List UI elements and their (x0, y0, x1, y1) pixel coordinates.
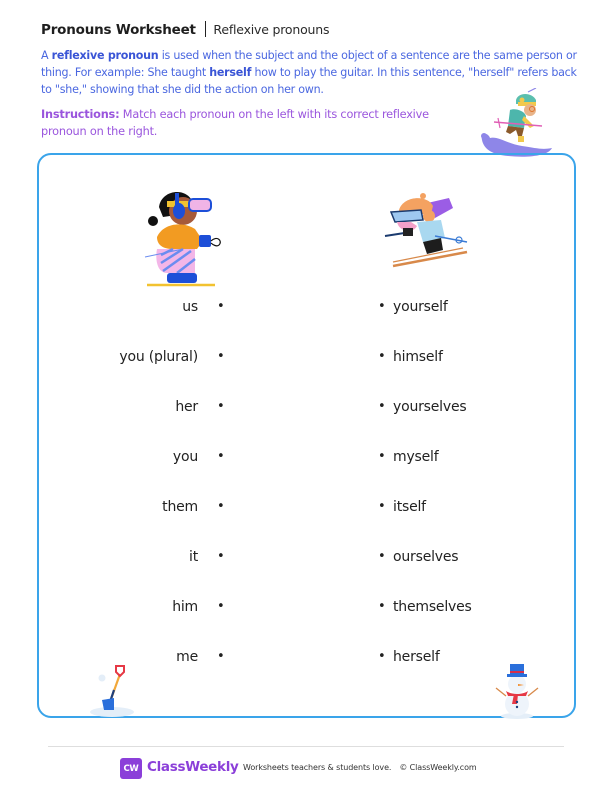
match-row (0, 599, 612, 619)
instructions-text: Match each pronoun on the left with its correct reflexive pronoun on the right. (41, 108, 429, 138)
left-pronoun: it (189, 549, 198, 565)
right-reflexive-pronoun: herself (393, 649, 440, 665)
right-reflexive-pronoun: yourself (393, 299, 448, 315)
footer-tagline (243, 763, 477, 772)
brand-name: ClassWeekly (147, 759, 239, 775)
right-match-dot[interactable]: • (378, 549, 386, 564)
left-pronoun: us (182, 299, 198, 315)
intro-text: A (41, 49, 52, 62)
skier-goggles-illustration (383, 190, 473, 270)
left-match-dot[interactable]: • (217, 499, 225, 514)
snowman-icon (494, 662, 540, 720)
skier-girl-illustration (143, 183, 225, 289)
left-match-dot[interactable]: • (217, 549, 225, 564)
matching-box (37, 153, 576, 718)
right-reflexive-pronoun: yourselves (393, 399, 467, 415)
intro-example-word: herself (209, 66, 252, 79)
worksheet-header (41, 18, 329, 38)
right-match-dot[interactable]: • (378, 449, 386, 464)
intro-text: is used when the subject and the object of a sentence are the same person or thing. For example: She taught (41, 49, 577, 79)
left-pronoun: her (175, 399, 198, 415)
left-pronoun: them (162, 499, 198, 515)
snow-shovel-icon (88, 664, 136, 718)
match-row (0, 399, 612, 419)
title-separator (205, 21, 207, 37)
intro-term: reflexive pronoun (51, 49, 159, 62)
copyright-text: © ClassWeekly.com (399, 763, 477, 772)
tagline-text: Worksheets teachers & students love. (243, 763, 392, 772)
match-row (0, 549, 612, 569)
left-match-dot[interactable]: • (217, 349, 225, 364)
instructions-label: Instructions: (41, 108, 120, 121)
skier-boy-illustration (478, 88, 558, 160)
left-match-dot[interactable]: • (217, 449, 225, 464)
right-match-dot[interactable]: • (378, 299, 386, 314)
footer-divider (48, 746, 564, 747)
right-reflexive-pronoun: ourselves (393, 549, 459, 565)
instructions (41, 106, 441, 140)
right-reflexive-pronoun: themselves (393, 599, 472, 615)
right-match-dot[interactable]: • (378, 599, 386, 614)
match-row (0, 349, 612, 369)
classweekly-logo: CW (120, 758, 142, 779)
right-match-dot[interactable]: • (378, 349, 386, 364)
match-row (0, 299, 612, 319)
worksheet-title: Pronouns Worksheet (41, 22, 196, 38)
left-match-dot[interactable]: • (217, 599, 225, 614)
right-reflexive-pronoun: itself (393, 499, 426, 515)
right-match-dot[interactable]: • (378, 399, 386, 414)
worksheet-subtitle: Reflexive pronouns (213, 22, 330, 37)
left-pronoun: him (172, 599, 198, 615)
left-match-dot[interactable]: • (217, 649, 225, 664)
match-row (0, 499, 612, 519)
left-pronoun: me (176, 649, 198, 665)
right-reflexive-pronoun: myself (393, 449, 439, 465)
left-pronoun: you (172, 449, 198, 465)
right-reflexive-pronoun: himself (393, 349, 443, 365)
left-match-dot[interactable]: • (217, 299, 225, 314)
right-match-dot[interactable]: • (378, 499, 386, 514)
left-match-dot[interactable]: • (217, 399, 225, 414)
left-pronoun: you (plural) (119, 349, 198, 365)
intro-text: how to play the guitar. In this sentence, "herself" refers back to "she," showing that she did the action on her own. (41, 66, 577, 96)
right-match-dot[interactable]: • (378, 649, 386, 664)
match-row (0, 449, 612, 469)
